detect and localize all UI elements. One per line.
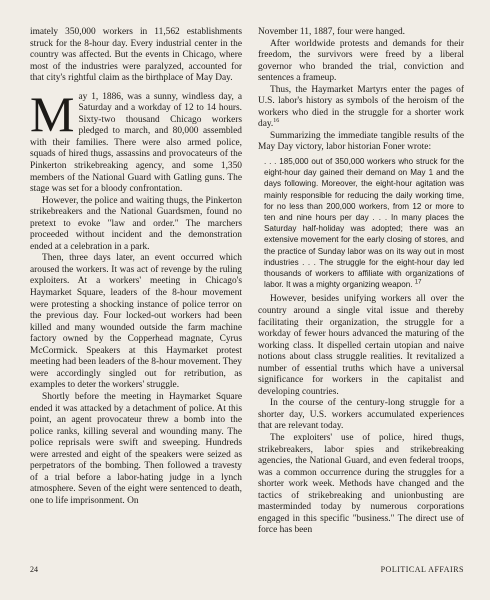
publication-name: POLITICAL AFFAIRS [380,565,464,574]
paragraph-exploiters: The exploiters' use of police, hired thugs, strikebreakers, labor spies and strikebreaking agencies, the National Guard, and even federal troops, was a common occurrence during the struggles for a shorter work week. Methods have changed and the tactics of strikebreaking and unionbusting are masterminded today by numerous corporations engaged in this specific "business." The direct use of force has been [258,433,464,536]
footnote-ref-17: 17 [414,279,422,286]
paragraph-foner: Summarizing the immediate tangible results of the May Day victory, labor historian Foner wrote: [258,130,464,153]
paragraph-freed: After worldwide protests and demands for their freedom, the survivors were freed by a liberal governor who branded the trial, conviction and sentences a frameup. [258,38,464,84]
block-quote [264,156,464,290]
paragraph-martyrs-text: Thus, the Haymarket Martyrs enter the pages of U.S. labor's history as symbols of the heroism of the workers who died in the struggle for a shorter work day. [258,84,464,130]
drop-cap-letter: M [30,85,75,142]
dropcap-paragraph-text: ay 1, 1886, was a sunny, windless day, a Saturday and a workday of 12 to 14 hours. Sixty-two thousand Chicago workers pledged to march, and 80,000 assembled with their families. There were also armed police, squads of hired thugs, assassins and provocateurs of the Pinkerton strikebreaking agency, and some 1,350 members of the National Guard with Gatling guns. The stage was set for a bloody confrontation. [30,91,242,195]
paragraph-unifying: However, besides unifying workers all over the country around a single vital issue and thereby facilitating their organization, the struggle for a workday of fewer hours advanced the maturing of the working class. It dispelled certain utopian and naive notions about class struggle realities. It revitalized a number of essential truths which have a universal significance for workers in the capitalist and developing countries. [258,294,464,397]
dropcap-paragraph [30,85,242,196]
intro-paragraph: imately 350,000 workers in 11,562 establishments struck for the 8-hour day. Every industrial center in the country was affected. But the events in Chicago, where most of the industries were paralyzed, accounted for that city's rightful claim as the birthplace of May Day. [30,27,242,84]
footnote-ref-16: 16 [273,118,280,125]
block-quote-text: . . . 185,000 out of 350,000 workers who struck for the eight-hour day gained their demand on May 1 and the days following. Moreover, the eight-hour agitation was mainly responsible for reducing the daily working time, for no less than 200,000 workers, from 12 or more to ten and nine hours per day . . . In many places the Saturday half-holiday was adopted; there was an extensive movement for the early closing of stores, and the practice of Sunday labor was on its way out in most industries . . . The struggle for the eight-hour day led thousands of workers to affiliate with organizations of labor. It was a mighty organizing weapon. [264,157,464,290]
paragraph-martyrs [258,85,464,131]
paragraph-police-thugs: However, the police and waiting thugs, the Pinkerton strikebreakers and the National Guardsmen, found no pretext to evoke "law and order." The marchers proceeded without incident and the demonstration ended at a celebration in a park. [30,195,242,252]
paragraph-century-struggle: In the course of the century-long struggle for a shorter day, U.S. workers accumulated experiences that are relevant today. [258,398,464,432]
right-column [258,27,464,537]
paragraph-bomb: Shortly before the meeting in Haymarket Square ended it was attacked by a detachment of police. At this point, an agent provocateur threw a bomb into the police ranks, killing several and wounding many. The police reprisals were swift and sweeping. Hundreds were arrested and eight of the speakers were seized as perpetrators of the bombing. Then followed a travesty of a trial before a labor-hating judge in a lynch atmosphere. Seven of the eight were sentenced to death, one to life imprisonment. On [30,391,242,506]
page-number: 24 [30,565,38,574]
paragraph-hanged: November 11, 1887, four were hanged. [258,27,406,37]
left-column [30,27,242,507]
paragraph-haymarket-meeting: Then, three days later, an event occurred which aroused the workers. It was act of revenge by the ruling exploiters. At a workers' meeting in Chicago's Haymarket Square, leaders of the 8-hour movement were protesting a shocking instance of police terror on the previous day. Four locked-out workers had been killed and many wounded outside the farm machine factory owned by the Copperhead magnate, Cyrus McCormick. Speakers at this Haymarket protest meeting had been leaders of the 8-hour movement. They were accordingly singled out for retribution, as examples to deter the workers' struggle. [30,253,242,391]
